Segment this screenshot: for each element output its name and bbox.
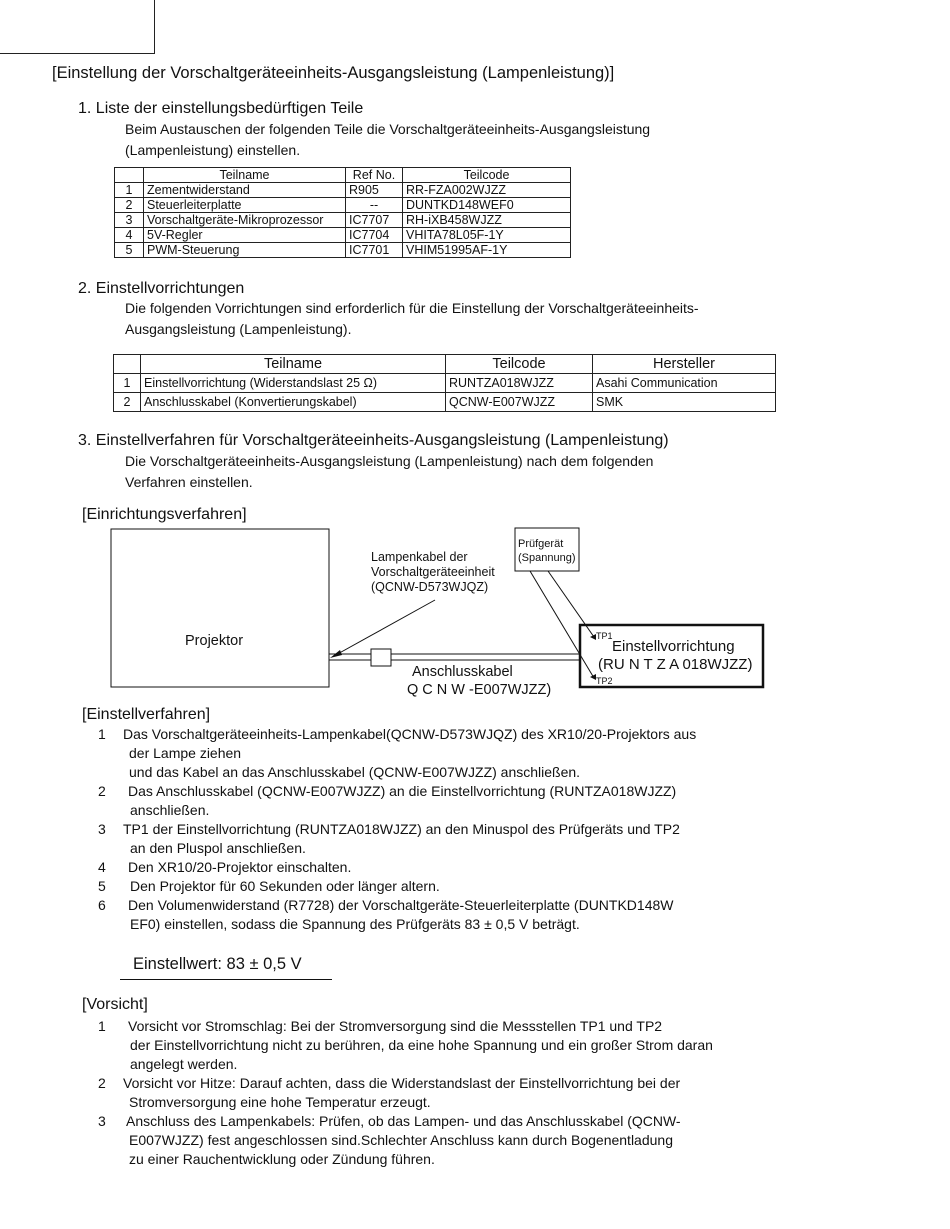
item-line: der Lampe ziehen <box>129 745 242 761</box>
item-line: Den Volumenwiderstand (R7728) der Vorschaltgeräte-Steuerleiterplatte (DUNTKD148W <box>128 897 674 913</box>
conn-cable-label-line: Anschlusskabel <box>412 664 513 680</box>
procedure-item <box>98 877 898 896</box>
table-header-cell <box>115 168 144 183</box>
item-text <box>130 877 440 896</box>
table-cell: 2 <box>115 198 144 213</box>
item-text <box>123 725 696 782</box>
item-line: Vorsicht vor Stromschlag: Bei der Stromversorgung sind die Messstellen TP1 und TP2 <box>128 1018 663 1034</box>
table-row <box>115 213 571 228</box>
item-text <box>128 896 673 934</box>
table-cell: RR-FZA002WJZZ <box>403 183 571 198</box>
setup-heading: [Einrichtungsverfahren] <box>82 506 247 523</box>
section2-text <box>125 298 699 340</box>
table-cell: 1 <box>114 374 141 393</box>
table-cell: Steuerleiterplatte <box>144 198 346 213</box>
item-line: anschließen. <box>130 802 210 818</box>
item-line: Vorsicht vor Hitze: Darauf achten, dass die Widerstandslast der Einstellvorrichtung bei der <box>123 1075 681 1091</box>
table-row <box>114 374 776 393</box>
table-header-cell: Teilcode <box>403 168 571 183</box>
section2-heading: 2. Einstellvorrichtungen <box>78 280 245 297</box>
table-cell: -- <box>346 198 403 213</box>
section3-text <box>125 451 653 493</box>
table-cell: 5 <box>115 243 144 258</box>
table-cell: VHITA78L05F-1Y <box>403 228 571 243</box>
table-header-row <box>115 168 571 183</box>
setting-value: Einstellwert: 83 ± 0,5 V <box>133 955 302 973</box>
table-header-cell <box>114 355 141 374</box>
procedure-item <box>98 820 898 858</box>
table-cell: RH-iXB458WJZZ <box>403 213 571 228</box>
item-number: 1 <box>98 1018 106 1034</box>
item-line: der Einstellvorrichtung nicht zu berühren, da eine hohe Spannung und ein großer Strom daran <box>130 1037 713 1053</box>
procedure-item <box>98 896 898 934</box>
item-line: an den Pluspol anschließen. <box>130 840 306 856</box>
tester-lead-tp1 <box>548 571 594 637</box>
setting-value-underline <box>120 979 332 980</box>
table-cell: 5V-Regler <box>144 228 346 243</box>
procedure-item <box>98 782 898 820</box>
tester-label <box>518 537 576 565</box>
conn-cable-label <box>407 663 551 699</box>
table-cell: Vorschaltgeräte-Mikroprozessor <box>144 213 346 228</box>
section2-text-line: Ausgangsleistung (Lampenleistung). <box>125 321 352 337</box>
section1-text <box>125 119 650 161</box>
adjustment-device-label <box>598 638 752 674</box>
table-cell: Einstellvorrichtung (Widerstandslast 25 Ω) <box>141 374 446 393</box>
item-text <box>126 1112 681 1169</box>
adjustment-device-label-line: Einstellvorrichtung <box>612 638 735 655</box>
section1-text-line: Beim Austauschen der folgenden Teile die Vorschaltgeräteeinheits-Ausgangsleistung <box>125 121 651 137</box>
table-row <box>115 198 571 213</box>
projector-box <box>111 529 329 687</box>
caution-item <box>98 1112 918 1169</box>
item-text <box>128 858 351 877</box>
lamp-cable-pointer <box>334 600 435 656</box>
parts-table <box>114 167 571 258</box>
devices-table <box>113 354 776 412</box>
section1-heading: 1. Liste der einstellungsbedürftigen Teile <box>78 100 364 117</box>
table-header-cell: Teilcode <box>446 355 593 374</box>
table-cell: IC7701 <box>346 243 403 258</box>
item-line: und das Kabel an das Anschlusskabel (QCNW-E007WJZZ) anschließen. <box>129 764 581 780</box>
projector-label: Projektor <box>185 633 244 649</box>
table-cell: SMK <box>593 393 776 412</box>
section3-text-line: Verfahren einstellen. <box>125 474 253 490</box>
table-header-cell: Teilname <box>144 168 346 183</box>
table-cell: 3 <box>115 213 144 228</box>
lamp-cable-label <box>371 550 495 595</box>
caution-item <box>98 1074 918 1112</box>
item-number: 4 <box>98 859 106 875</box>
lamp-cable-label-line: Vorschaltgeräteeinheit <box>371 565 495 579</box>
item-line: Das Anschlusskabel (QCNW-E007WJZZ) an die Einstellvorrichtung (RUNTZA018WJZZ) <box>128 783 677 799</box>
adjustment-device-label-line: (RU N T Z A 018WJZZ) <box>598 656 753 673</box>
table-cell: 2 <box>114 393 141 412</box>
lamp-cable-label-line: (QCNW-D573WJQZ) <box>371 580 489 594</box>
item-line: Den Projektor für 60 Sekunden oder länger altern. <box>130 878 440 894</box>
table-cell: DUNTKD148WEF0 <box>403 198 571 213</box>
table-row <box>115 228 571 243</box>
table-header-row <box>114 355 776 374</box>
tester-label-line: Prüfgerät <box>518 538 564 550</box>
lamp-cable-label-line: Lampenkabel der <box>371 550 468 564</box>
connector-box <box>371 649 391 666</box>
conn-cable-label-line: Q C N W -E007WJZZ) <box>407 682 552 698</box>
item-text <box>123 820 680 858</box>
item-number: 2 <box>98 1075 106 1091</box>
item-line: Anschluss des Lampenkabels: Prüfen, ob das Lampen- und das Anschlusskabel (QCNW- <box>126 1113 681 1129</box>
procedure-item <box>98 725 898 782</box>
table-header-cell: Ref No. <box>346 168 403 183</box>
item-text <box>128 782 676 820</box>
item-text <box>123 1074 680 1112</box>
procedure-heading: [Einstellverfahren] <box>82 706 211 723</box>
section3-heading: 3. Einstellverfahren für Vorschaltgeräteeinheits-Ausgangsleistung (Lampenleistung) <box>78 432 669 449</box>
table-cell: Asahi Communication <box>593 374 776 393</box>
section3-text-line: Die Vorschaltgeräteeinheits-Ausgangsleistung (Lampenleistung) nach dem folgenden <box>125 453 654 469</box>
item-line: angelegt werden. <box>130 1056 238 1072</box>
page-title: [Einstellung der Vorschaltgeräteeinheits-Ausgangsleistung (Lampenleistung)] <box>52 64 615 82</box>
table-cell: Anschlusskabel (Konvertierungskabel) <box>141 393 446 412</box>
item-line: TP1 der Einstellvorrichtung (RUNTZA018WJZZ) an den Minuspol des Prüfgeräts und TP2 <box>123 821 680 837</box>
table-cell: VHIM51995AF-1Y <box>403 243 571 258</box>
item-number: 2 <box>98 783 106 799</box>
table-cell: PWM-Steuerung <box>144 243 346 258</box>
item-number: 6 <box>98 897 106 913</box>
item-line: Den XR10/20-Projektor einschalten. <box>128 859 352 875</box>
item-line: Das Vorschaltgeräteeinheits-Lampenkabel(QCNW-D573WJQZ) des XR10/20-Projektors aus <box>123 726 697 742</box>
section2-text-line: Die folgenden Vorrichtungen sind erforderlich für die Einstellung der Vorschaltgeräteeinheits- <box>125 300 699 316</box>
item-number: 3 <box>98 821 106 837</box>
tp1-label: TP1 <box>596 631 613 641</box>
table-cell: 1 <box>115 183 144 198</box>
page-corner-box <box>0 0 155 54</box>
tp2-label: TP2 <box>596 676 613 686</box>
caution-heading: [Vorsicht] <box>82 996 148 1013</box>
item-line: Stromversorgung eine hohe Temperatur erzeugt. <box>129 1094 431 1110</box>
table-cell: R905 <box>346 183 403 198</box>
item-line: E007WJZZ) fest angeschlossen sind.Schlechter Anschluss kann durch Bogenentladung <box>129 1132 673 1148</box>
table-header-cell: Teilname <box>141 355 446 374</box>
item-number: 1 <box>98 726 106 742</box>
table-cell: 4 <box>115 228 144 243</box>
table-cell: Zementwiderstand <box>144 183 346 198</box>
table-header-cell: Hersteller <box>593 355 776 374</box>
section1-text-line: (Lampenleistung) einstellen. <box>125 142 301 158</box>
item-line: zu einer Rauchentwicklung oder Zündung führen. <box>129 1151 435 1167</box>
item-number: 3 <box>98 1113 106 1129</box>
item-number: 5 <box>98 878 106 894</box>
item-text <box>128 1017 713 1074</box>
tester-label-line: (Spannung) <box>518 552 576 564</box>
table-row <box>114 393 776 412</box>
table-cell: QCNW-E007WJZZ <box>446 393 593 412</box>
procedure-item <box>98 858 898 877</box>
table-row <box>115 243 571 258</box>
caution-item <box>98 1017 918 1074</box>
table-cell: IC7704 <box>346 228 403 243</box>
item-line: EF0) einstellen, sodass die Spannung des Prüfgeräts 83 ± 0,5 V beträgt. <box>130 916 580 932</box>
table-cell: RUNTZA018WJZZ <box>446 374 593 393</box>
table-cell: IC7707 <box>346 213 403 228</box>
table-row <box>115 183 571 198</box>
